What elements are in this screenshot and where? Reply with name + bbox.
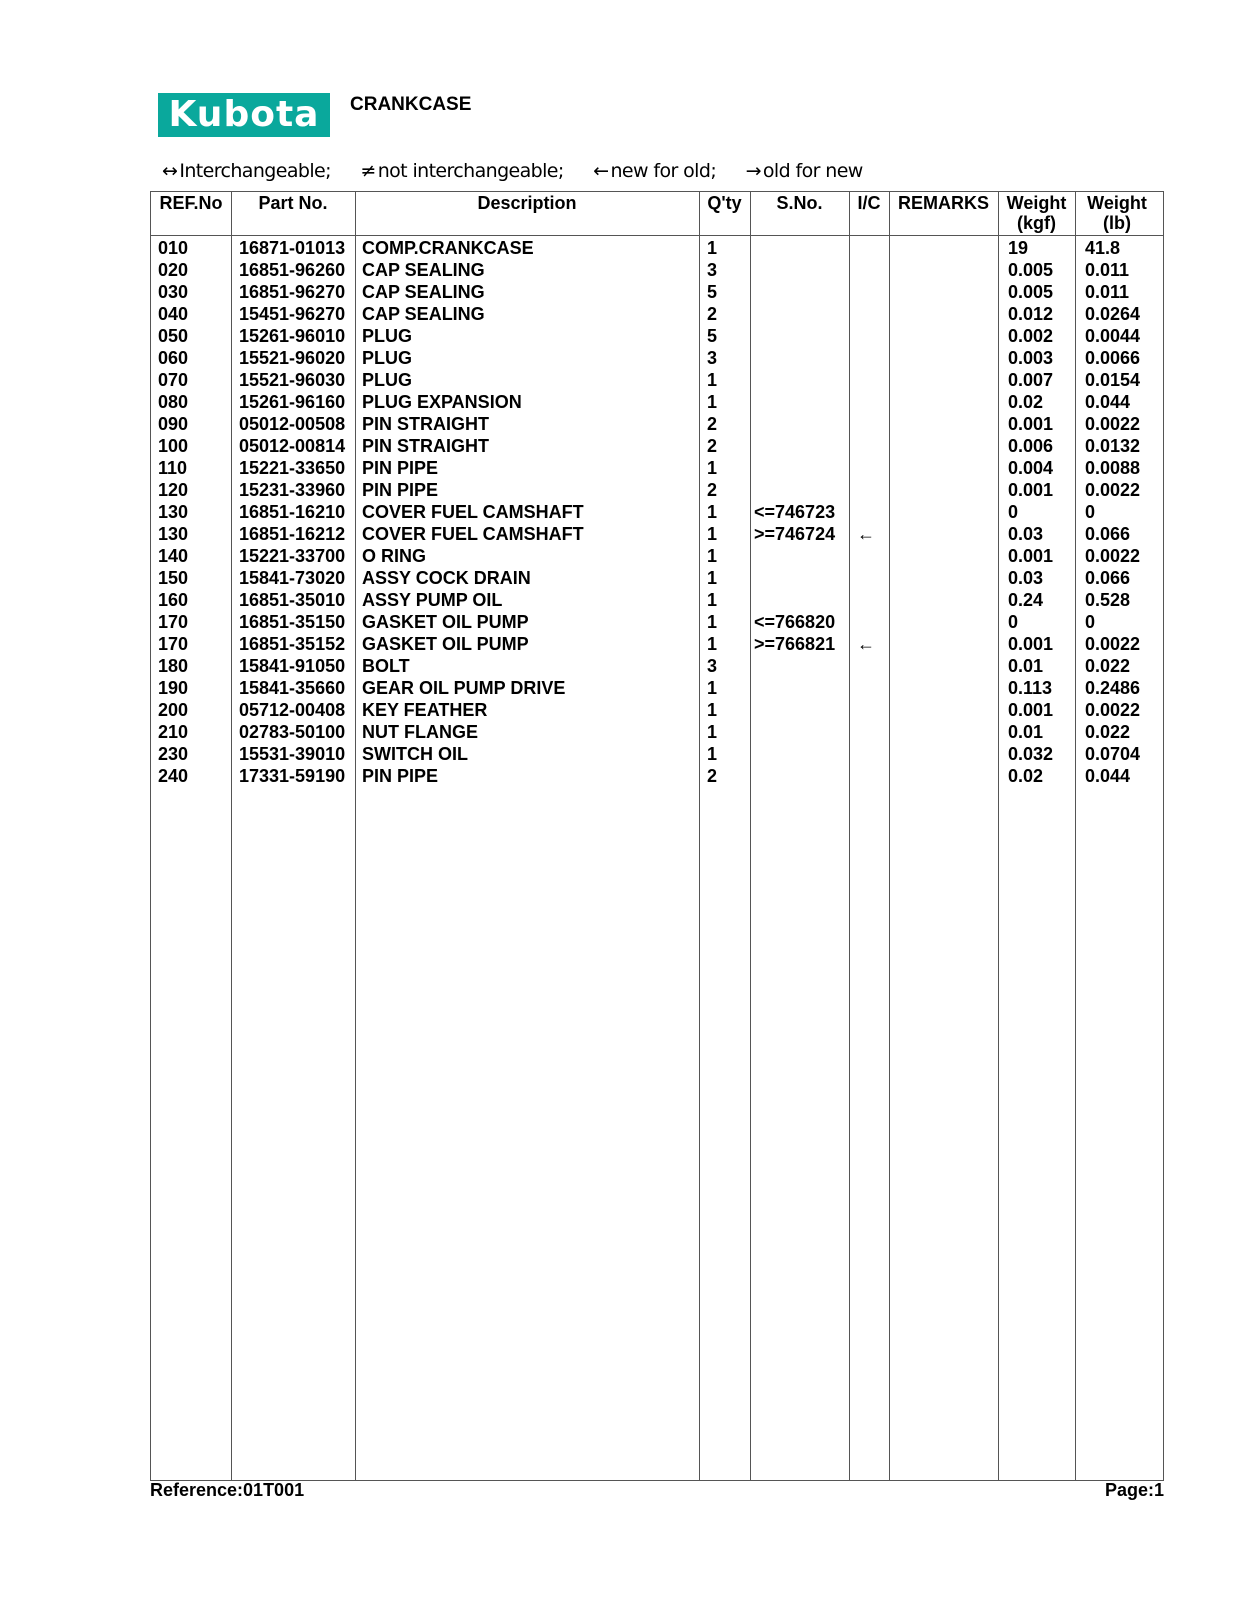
cell-part-no: 05012-00508 bbox=[239, 414, 346, 434]
cell-part-no: 15841-35660 bbox=[239, 678, 346, 698]
cell-part-no: 16851-16212 bbox=[239, 524, 346, 544]
cell-weight-lb: 41.8 bbox=[1085, 238, 1121, 258]
cell-part-no: 05012-00814 bbox=[239, 436, 346, 456]
cell-weight-kgf: 0.001 bbox=[1008, 480, 1054, 500]
table-row bbox=[151, 391, 1163, 413]
table-row bbox=[151, 611, 1163, 633]
cell-weight-lb: 0.0088 bbox=[1085, 458, 1141, 478]
cell-ref-no: 100 bbox=[158, 436, 189, 456]
cell-ref-no: 200 bbox=[158, 700, 189, 720]
cell-description: PIN PIPE bbox=[362, 458, 439, 478]
cell-ic-arrow: ← bbox=[857, 634, 875, 654]
left-arrow-icon: ← bbox=[593, 160, 609, 182]
table-row bbox=[151, 655, 1163, 677]
interchangeability-legend bbox=[162, 160, 887, 182]
cell-part-no: 15841-91050 bbox=[239, 656, 346, 676]
cell-weight-kgf: 0.005 bbox=[1008, 260, 1054, 280]
cell-description: O RING bbox=[362, 546, 427, 566]
cell-ref-no: 240 bbox=[158, 766, 189, 786]
cell-weight-kgf: 0.001 bbox=[1008, 700, 1054, 720]
cell-qty: 1 bbox=[707, 370, 718, 390]
legend-new-for-old bbox=[593, 160, 716, 182]
cell-part-no: 05712-00408 bbox=[239, 700, 346, 720]
cell-part-no: 16851-96260 bbox=[239, 260, 346, 280]
cell-description: BOLT bbox=[362, 656, 410, 676]
table-row bbox=[151, 567, 1163, 589]
cell-part-no: 16851-35150 bbox=[239, 612, 346, 632]
cell-qty: 3 bbox=[707, 656, 718, 676]
table-row bbox=[151, 259, 1163, 281]
table-row bbox=[151, 633, 1163, 655]
cell-qty: 2 bbox=[707, 480, 718, 500]
cell-ref-no: 180 bbox=[158, 656, 189, 676]
cell-weight-kgf: 0.01 bbox=[1008, 722, 1044, 742]
cell-ic-arrow: ← bbox=[857, 524, 875, 544]
cell-part-no: 15841-73020 bbox=[239, 568, 346, 588]
header-weight-lb: Weight (lb) bbox=[1087, 193, 1147, 233]
cell-description: SWITCH OIL bbox=[362, 744, 468, 764]
table-row bbox=[151, 545, 1163, 567]
cell-weight-lb: 0.022 bbox=[1085, 656, 1131, 676]
table-row bbox=[151, 237, 1163, 259]
cell-part-no: 15451-96270 bbox=[239, 304, 346, 324]
header-weight-kgf: Weight (kgf) bbox=[1006, 193, 1067, 233]
table-row bbox=[151, 369, 1163, 391]
table-row bbox=[151, 589, 1163, 611]
double-arrow-icon: ↔ bbox=[162, 160, 178, 182]
cell-qty: 2 bbox=[707, 304, 718, 324]
cell-weight-lb: 0.0022 bbox=[1085, 414, 1141, 434]
reference-code: Reference:01T001 bbox=[150, 1480, 305, 1500]
cell-ref-no: 050 bbox=[158, 326, 189, 346]
cell-weight-kgf: 0.002 bbox=[1008, 326, 1054, 346]
cell-qty: 5 bbox=[707, 326, 718, 346]
right-arrow-icon: → bbox=[745, 160, 761, 182]
cell-weight-kgf: 0.02 bbox=[1008, 392, 1044, 412]
cell-weight-lb: 0 bbox=[1085, 502, 1096, 522]
cell-qty: 3 bbox=[707, 348, 718, 368]
cell-ref-no: 230 bbox=[158, 744, 189, 764]
cell-weight-kgf: 19 bbox=[1008, 238, 1029, 258]
cell-weight-lb: 0.0264 bbox=[1085, 304, 1141, 324]
cell-weight-kgf: 0 bbox=[1008, 612, 1019, 632]
cell-qty: 3 bbox=[707, 260, 718, 280]
legend-not-interchangeable bbox=[360, 160, 563, 182]
legend-old-for-new bbox=[746, 160, 863, 182]
cell-weight-kgf: 0.005 bbox=[1008, 282, 1054, 302]
cell-weight-lb: 0.066 bbox=[1085, 568, 1131, 588]
table-row bbox=[151, 347, 1163, 369]
header-description: Description bbox=[477, 193, 577, 213]
cell-description: GASKET OIL PUMP bbox=[362, 612, 529, 632]
cell-qty: 1 bbox=[707, 502, 718, 522]
cell-qty: 1 bbox=[707, 744, 718, 764]
table-row bbox=[151, 303, 1163, 325]
cell-description: PIN PIPE bbox=[362, 480, 439, 500]
cell-description: PIN STRAIGHT bbox=[362, 436, 490, 456]
cell-weight-kgf: 0.24 bbox=[1008, 590, 1044, 610]
cell-weight-lb: 0.2486 bbox=[1085, 678, 1141, 698]
cell-weight-kgf: 0.113 bbox=[1008, 678, 1053, 698]
cell-ref-no: 070 bbox=[158, 370, 189, 390]
cell-weight-kgf: 0.02 bbox=[1008, 766, 1044, 786]
table-row bbox=[151, 765, 1163, 787]
cell-ref-no: 190 bbox=[158, 678, 189, 698]
header-divider bbox=[151, 235, 1163, 236]
cell-qty: 1 bbox=[707, 700, 718, 720]
table-row bbox=[151, 721, 1163, 743]
cell-part-no: 15231-33960 bbox=[239, 480, 346, 500]
cell-weight-lb: 0.044 bbox=[1085, 392, 1131, 412]
cell-ref-no: 140 bbox=[158, 546, 189, 566]
cell-qty: 2 bbox=[707, 436, 718, 456]
cell-weight-kgf: 0.032 bbox=[1008, 744, 1054, 764]
cell-qty: 1 bbox=[707, 458, 718, 478]
cell-weight-lb: 0.528 bbox=[1085, 590, 1131, 610]
cell-serial-no: <=746723 bbox=[754, 502, 836, 522]
cell-weight-lb: 0.0704 bbox=[1085, 744, 1141, 764]
table-row bbox=[151, 281, 1163, 303]
cell-description: PLUG bbox=[362, 370, 413, 390]
cell-weight-lb: 0 bbox=[1085, 612, 1096, 632]
cell-ref-no: 130 bbox=[158, 524, 189, 544]
cell-ref-no: 010 bbox=[158, 238, 189, 258]
legend-text: not interchangeable; bbox=[377, 160, 564, 182]
cell-weight-kgf: 0.03 bbox=[1008, 568, 1044, 588]
cell-qty: 1 bbox=[707, 238, 718, 258]
cell-part-no: 17331-59190 bbox=[239, 766, 346, 786]
cell-qty: 1 bbox=[707, 612, 718, 632]
cell-weight-kgf: 0.01 bbox=[1008, 656, 1044, 676]
cell-part-no: 16851-35010 bbox=[239, 590, 346, 610]
cell-weight-kgf: 0.003 bbox=[1008, 348, 1054, 368]
cell-weight-lb: 0.0132 bbox=[1085, 436, 1141, 456]
cell-weight-lb: 0.0044 bbox=[1085, 326, 1141, 346]
header-remarks: REMARKS bbox=[897, 193, 989, 213]
cell-description: GEAR OIL PUMP DRIVE bbox=[362, 678, 566, 698]
kubota-logo: Kubota bbox=[158, 93, 330, 137]
cell-weight-kgf: 0.03 bbox=[1008, 524, 1044, 544]
cell-weight-lb: 0.0022 bbox=[1085, 480, 1141, 500]
cell-qty: 1 bbox=[707, 524, 718, 544]
cell-description: CAP SEALING bbox=[362, 282, 485, 302]
cell-description: ASSY PUMP OIL bbox=[362, 590, 503, 610]
cell-weight-lb: 0.011 bbox=[1085, 260, 1130, 280]
legend-text: Interchangeable; bbox=[179, 160, 331, 182]
cell-qty: 5 bbox=[707, 282, 718, 302]
cell-weight-kgf: 0.001 bbox=[1008, 634, 1054, 654]
cell-description: ASSY COCK DRAIN bbox=[362, 568, 531, 588]
cell-description: COVER FUEL CAMSHAFT bbox=[362, 502, 584, 522]
cell-ref-no: 040 bbox=[158, 304, 189, 324]
table-row bbox=[151, 457, 1163, 479]
header-part-no: Part No. bbox=[258, 193, 328, 213]
cell-part-no: 15531-39010 bbox=[239, 744, 346, 764]
cell-weight-lb: 0.0022 bbox=[1085, 700, 1141, 720]
cell-qty: 1 bbox=[707, 634, 718, 654]
table-row bbox=[151, 325, 1163, 347]
cell-ref-no: 130 bbox=[158, 502, 189, 522]
cell-weight-kgf: 0.006 bbox=[1008, 436, 1054, 456]
cell-description: KEY FEATHER bbox=[362, 700, 488, 720]
cell-weight-lb: 0.022 bbox=[1085, 722, 1131, 742]
cell-weight-lb: 0.0154 bbox=[1085, 370, 1141, 390]
cell-weight-lb: 0.044 bbox=[1085, 766, 1131, 786]
cell-weight-kgf: 0.001 bbox=[1008, 546, 1054, 566]
page-number: Page:1 bbox=[1104, 1480, 1164, 1500]
cell-part-no: 02783-50100 bbox=[239, 722, 346, 742]
not-equal-icon: ≠ bbox=[360, 160, 376, 182]
cell-part-no: 15221-33650 bbox=[239, 458, 346, 478]
cell-qty: 1 bbox=[707, 722, 718, 742]
cell-weight-lb: 0.011 bbox=[1085, 282, 1130, 302]
cell-description: PLUG bbox=[362, 348, 413, 368]
cell-ref-no: 120 bbox=[158, 480, 189, 500]
cell-qty: 1 bbox=[707, 392, 718, 412]
cell-description: CAP SEALING bbox=[362, 304, 485, 324]
legend-text: old for new bbox=[762, 160, 863, 182]
cell-description: COMP.CRANKCASE bbox=[362, 238, 534, 258]
cell-description: COVER FUEL CAMSHAFT bbox=[362, 524, 584, 544]
cell-weight-lb: 0.066 bbox=[1085, 524, 1131, 544]
cell-ref-no: 060 bbox=[158, 348, 189, 368]
cell-weight-lb: 0.0022 bbox=[1085, 634, 1141, 654]
cell-part-no: 16851-35152 bbox=[239, 634, 346, 654]
cell-description: PLUG EXPANSION bbox=[362, 392, 522, 412]
cell-weight-kgf: 0.001 bbox=[1008, 414, 1054, 434]
cell-ref-no: 090 bbox=[158, 414, 189, 434]
cell-description: NUT FLANGE bbox=[362, 722, 478, 742]
cell-part-no: 16851-96270 bbox=[239, 282, 346, 302]
cell-part-no: 16851-16210 bbox=[239, 502, 346, 522]
header-serial-no: S.No. bbox=[776, 193, 823, 213]
table-row bbox=[151, 677, 1163, 699]
table-row bbox=[151, 413, 1163, 435]
cell-description: GASKET OIL PUMP bbox=[362, 634, 529, 654]
cell-ref-no: 110 bbox=[158, 458, 188, 478]
cell-qty: 2 bbox=[707, 766, 718, 786]
table-row bbox=[151, 743, 1163, 765]
cell-qty: 1 bbox=[707, 568, 718, 588]
cell-qty: 1 bbox=[707, 590, 718, 610]
legend-text: new for old; bbox=[610, 160, 717, 182]
table-row bbox=[151, 479, 1163, 501]
cell-weight-kgf: 0 bbox=[1008, 502, 1019, 522]
table-row bbox=[151, 501, 1163, 523]
cell-ref-no: 030 bbox=[158, 282, 189, 302]
cell-part-no: 16871-01013 bbox=[239, 238, 346, 258]
header-ic: I/C bbox=[857, 193, 881, 213]
legend-interchangeable bbox=[162, 160, 331, 182]
cell-qty: 1 bbox=[707, 678, 718, 698]
table-row bbox=[151, 523, 1163, 545]
cell-description: PIN STRAIGHT bbox=[362, 414, 490, 434]
cell-ref-no: 170 bbox=[158, 634, 189, 654]
cell-description: PLUG bbox=[362, 326, 413, 346]
page-title: CRANKCASE bbox=[350, 94, 472, 115]
cell-weight-kgf: 0.012 bbox=[1008, 304, 1054, 324]
cell-serial-no: >=746724 bbox=[754, 524, 836, 544]
table-row bbox=[151, 435, 1163, 457]
cell-ref-no: 150 bbox=[158, 568, 189, 588]
cell-description: PIN PIPE bbox=[362, 766, 439, 786]
cell-ref-no: 170 bbox=[158, 612, 189, 632]
cell-serial-no: >=766821 bbox=[754, 634, 836, 654]
cell-weight-kgf: 0.007 bbox=[1008, 370, 1054, 390]
cell-ref-no: 020 bbox=[158, 260, 189, 280]
cell-ref-no: 160 bbox=[158, 590, 189, 610]
parts-rows bbox=[151, 237, 1163, 787]
cell-weight-kgf: 0.004 bbox=[1008, 458, 1054, 478]
cell-part-no: 15221-33700 bbox=[239, 546, 346, 566]
cell-weight-lb: 0.0022 bbox=[1085, 546, 1141, 566]
header-ref-no: REF.No bbox=[159, 193, 223, 213]
cell-qty: 2 bbox=[707, 414, 718, 434]
cell-part-no: 15521-96020 bbox=[239, 348, 346, 368]
cell-ref-no: 210 bbox=[158, 722, 189, 742]
header-qty: Q'ty bbox=[707, 193, 742, 213]
cell-part-no: 15261-96160 bbox=[239, 392, 346, 412]
cell-part-no: 15261-96010 bbox=[239, 326, 346, 346]
parts-table bbox=[150, 191, 1164, 1481]
cell-weight-lb: 0.0066 bbox=[1085, 348, 1141, 368]
cell-part-no: 15521-96030 bbox=[239, 370, 346, 390]
cell-description: CAP SEALING bbox=[362, 260, 485, 280]
cell-qty: 1 bbox=[707, 546, 718, 566]
cell-serial-no: <=766820 bbox=[754, 612, 836, 632]
cell-ref-no: 080 bbox=[158, 392, 189, 412]
table-row bbox=[151, 699, 1163, 721]
